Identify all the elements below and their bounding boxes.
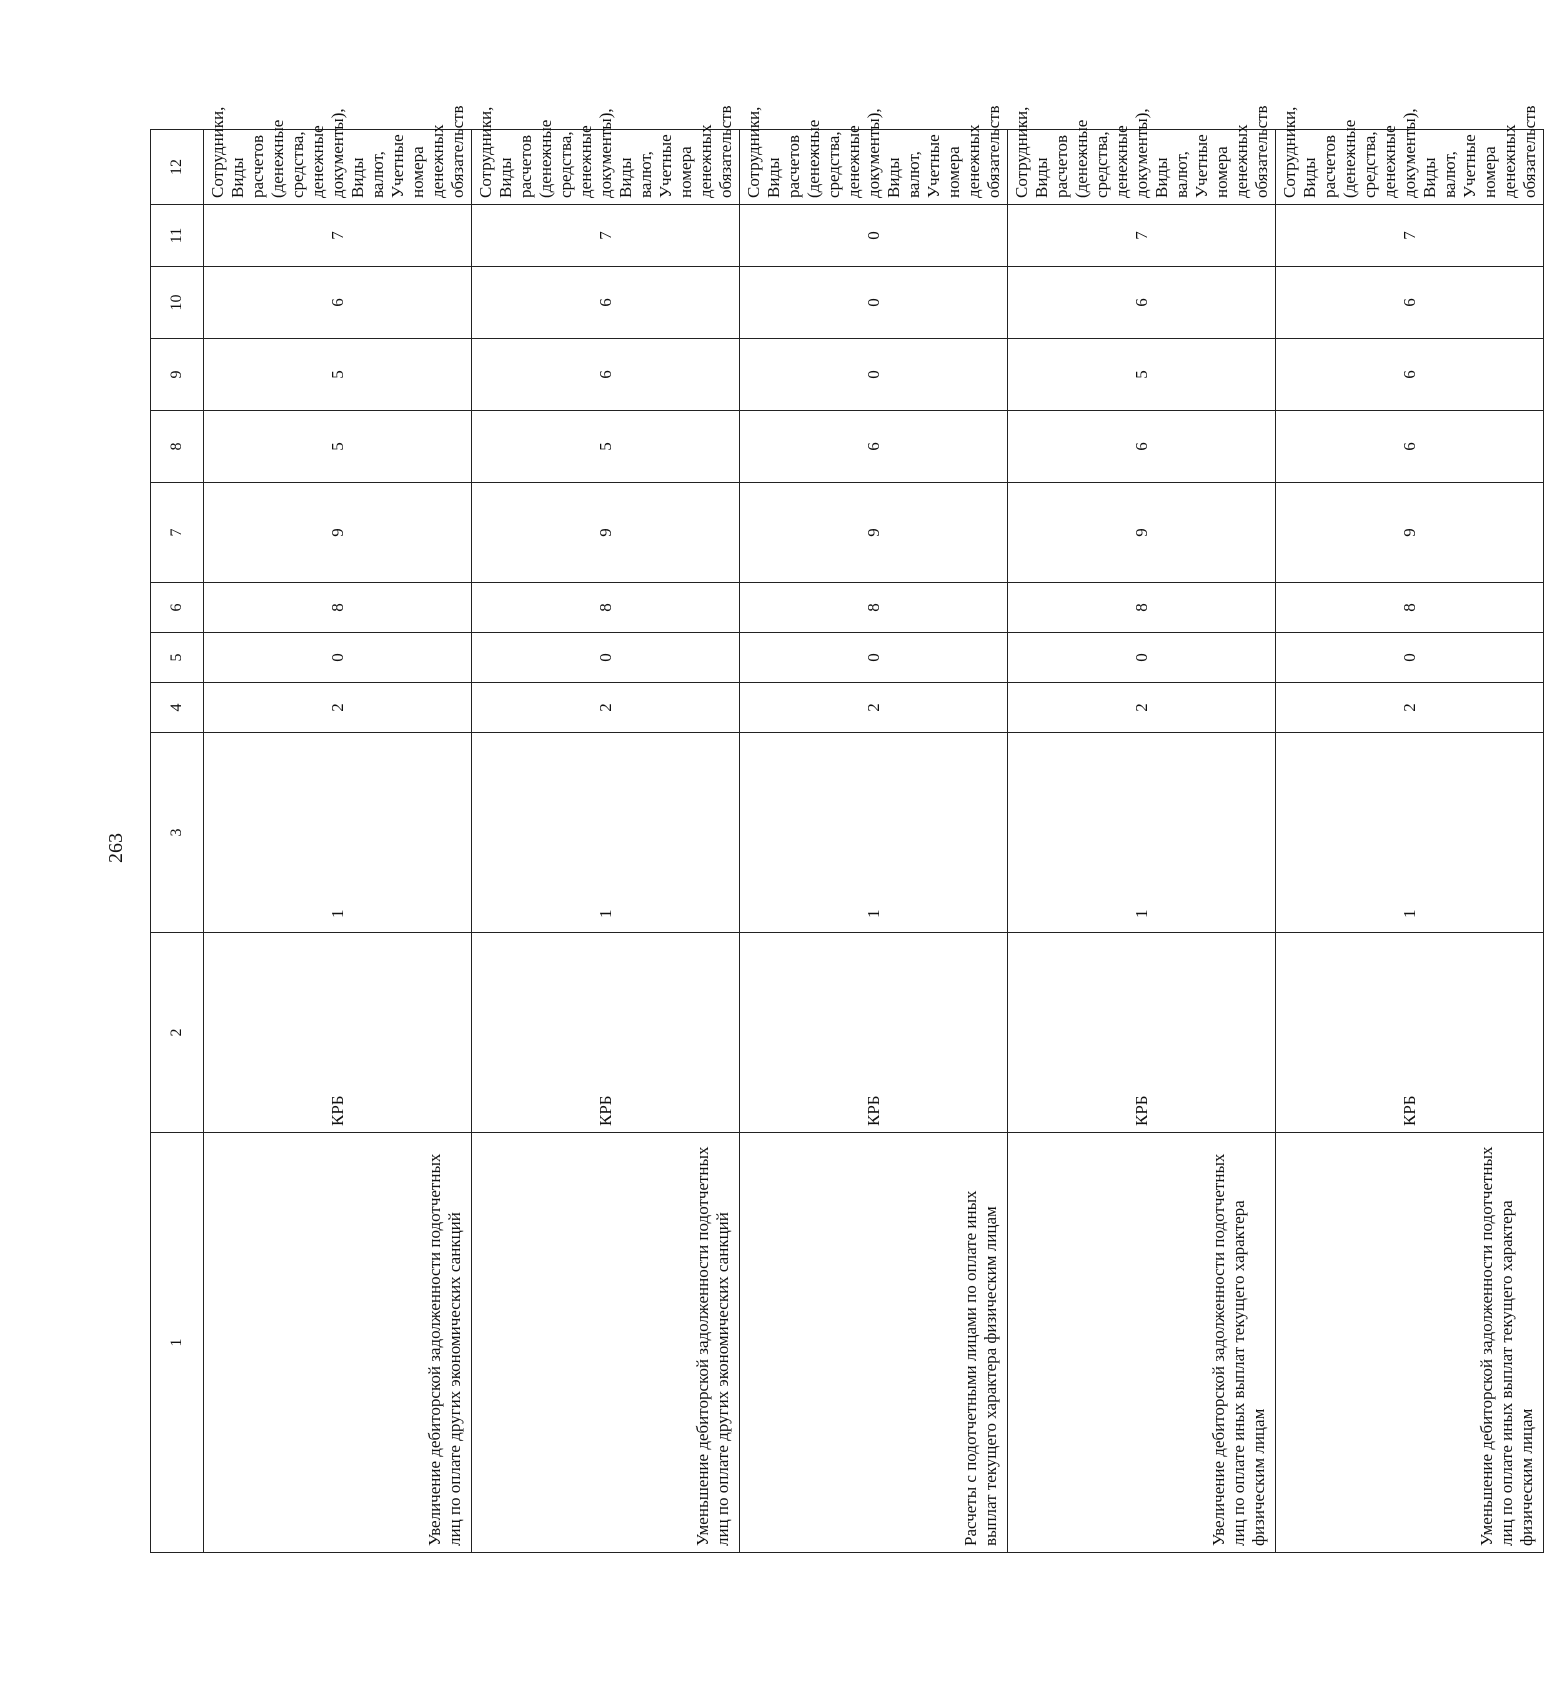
table-header-row	[151, 130, 204, 1553]
table-cell: 2	[472, 683, 740, 733]
table-cell: 0	[1276, 633, 1544, 683]
table-cell: 8	[1276, 583, 1544, 633]
table-cell: 6	[1276, 339, 1544, 411]
table-cell: 1	[740, 733, 1008, 933]
operation-name: Расчеты с подотчетными лицами по оплате иных выплат текущего характера физическим лицам	[740, 1133, 1008, 1553]
table-cell: 0	[740, 205, 1008, 267]
column-header: 8	[151, 411, 204, 483]
table-cell: 5	[1008, 339, 1276, 411]
table-cell: 5	[472, 411, 740, 483]
column-header: 11	[151, 205, 204, 267]
column-header: 6	[151, 583, 204, 633]
table-cell: 6	[1276, 411, 1544, 483]
table-cell: 9	[1008, 483, 1276, 583]
table-cell: 8	[472, 583, 740, 633]
table-cell: 6	[472, 339, 740, 411]
analytics-description: Сотрудники, Виды расчетов (денежные средства, денежные документы), Виды валют, Учетные номера денежных обязательств	[472, 130, 740, 205]
table-row	[204, 130, 472, 1553]
table-cell: 0	[740, 339, 1008, 411]
analytics-description: Сотрудники, Виды расчетов (денежные средства, денежные документы), Виды валют, Учетные номера денежных обязательств	[1276, 130, 1544, 205]
table-cell: 1	[1008, 733, 1276, 933]
table-cell: 6	[740, 411, 1008, 483]
table-cell: 1	[472, 733, 740, 933]
operation-name: Увеличение дебиторской задолженности подотчетных лиц по оплате других экономических санкций	[204, 1133, 472, 1553]
column-header: 5	[151, 633, 204, 683]
table-cell: 5	[204, 411, 472, 483]
column-header: 12	[151, 130, 204, 205]
column-header: 9	[151, 339, 204, 411]
analytics-description: Сотрудники, Виды расчетов (денежные средства, денежные документы), Виды валют, Учетные номера денежных обязательств	[204, 130, 472, 205]
rotated-table-container	[150, 105, 1539, 1553]
table-cell: 0	[740, 633, 1008, 683]
column-header: 1	[151, 1133, 204, 1553]
table-cell: 0	[204, 633, 472, 683]
operation-name: Уменьшение дебиторской задолженности подотчетных лиц по оплате других экономических санкций	[472, 1133, 740, 1553]
analytics-description: Сотрудники, Виды расчетов (денежные средства, денежные документы), Виды валют, Учетные номера денежных обязательств	[1008, 130, 1276, 205]
table-cell: 9	[472, 483, 740, 583]
table-cell: 2	[204, 683, 472, 733]
table-cell: 5	[204, 339, 472, 411]
table-cell: 0	[740, 267, 1008, 339]
table-cell: 9	[204, 483, 472, 583]
table-cell: 9	[1276, 483, 1544, 583]
table-cell: 2	[1008, 683, 1276, 733]
table-cell: 1	[204, 733, 472, 933]
table-cell: 9	[740, 483, 1008, 583]
table-cell: 7	[472, 205, 740, 267]
page-number: 263	[105, 833, 127, 863]
table-cell: 0	[1008, 633, 1276, 683]
table-row	[1008, 130, 1276, 1553]
column-header: 10	[151, 267, 204, 339]
journal-code: КРБ	[204, 933, 472, 1133]
column-header: 4	[151, 683, 204, 733]
table-cell: 8	[204, 583, 472, 633]
table-cell: 6	[1008, 411, 1276, 483]
table-row	[740, 130, 1008, 1553]
table-cell: 8	[1008, 583, 1276, 633]
table-cell: 8	[740, 583, 1008, 633]
operation-name: Уменьшение дебиторской задолженности подотчетных лиц по оплате иных выплат текущего характера физическим лицам	[1276, 1133, 1544, 1553]
table-cell: 6	[472, 267, 740, 339]
table-cell: 1	[1276, 733, 1544, 933]
table-cell: 6	[1008, 267, 1276, 339]
column-header: 7	[151, 483, 204, 583]
journal-code: КРБ	[1008, 933, 1276, 1133]
journal-code: КРБ	[472, 933, 740, 1133]
column-header: 3	[151, 733, 204, 933]
operation-name: Увеличение дебиторской задолженности подотчетных лиц по оплате иных выплат текущего характера физическим лицам	[1008, 1133, 1276, 1553]
table-row	[472, 130, 740, 1553]
column-header: 2	[151, 933, 204, 1133]
accounting-table	[150, 105, 1544, 1553]
journal-code: КРБ	[740, 933, 1008, 1133]
table-cell: 7	[1008, 205, 1276, 267]
table-cell: 2	[740, 683, 1008, 733]
table-cell: 6	[204, 267, 472, 339]
table-row	[1276, 130, 1544, 1553]
journal-code: КРБ	[1276, 933, 1544, 1133]
table-cell: 7	[1276, 205, 1544, 267]
analytics-description: Сотрудники, Виды расчетов (денежные средства, денежные документы), Виды валют, Учетные номера денежных обязательств	[740, 130, 1008, 205]
table-cell: 0	[472, 633, 740, 683]
table-cell: 2	[1276, 683, 1544, 733]
table-cell: 7	[204, 205, 472, 267]
table-cell: 6	[1276, 267, 1544, 339]
